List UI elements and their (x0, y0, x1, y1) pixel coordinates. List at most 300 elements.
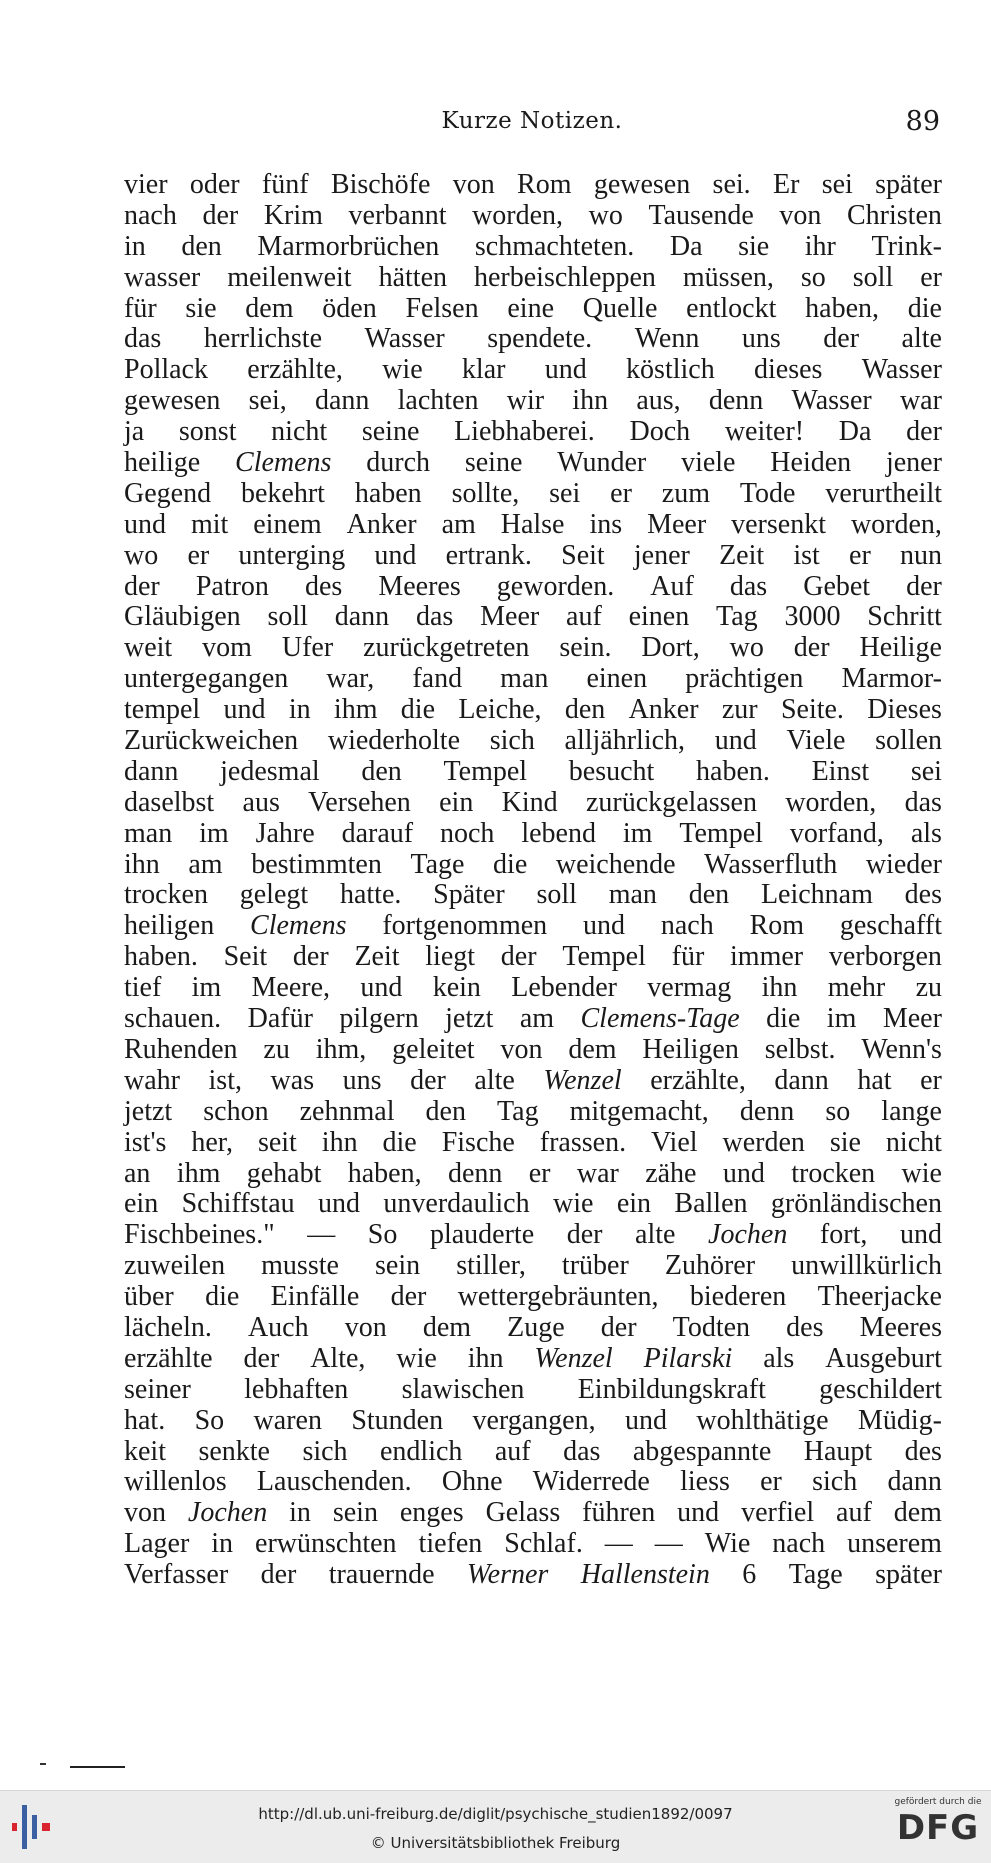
word: ist, (208, 1064, 242, 1096)
word: die (382, 1126, 417, 1158)
word: für (124, 292, 157, 324)
word: dann (314, 385, 370, 417)
word: Theerjacke (817, 1281, 942, 1313)
word: waren (253, 1404, 322, 1436)
word: jetzt (445, 1003, 494, 1035)
word: bestimmten (251, 848, 382, 880)
word: erwünschten (255, 1528, 397, 1560)
word: mehr (827, 972, 886, 1004)
word: erzählte, (247, 354, 343, 386)
word: Auf (650, 570, 694, 602)
word: Meeres (378, 570, 461, 602)
word: ein (124, 1188, 159, 1220)
word: sei, (248, 385, 287, 417)
text-line (124, 1437, 942, 1468)
word: vermag (647, 972, 732, 1004)
word: die (205, 1281, 240, 1313)
word: alte (635, 1219, 676, 1251)
text-line (124, 850, 942, 881)
word: im (826, 1003, 857, 1035)
word: Tempel (679, 817, 763, 849)
word: worden, (785, 786, 877, 818)
word: denn (447, 1157, 503, 1189)
dfg-caption: gefördert durch die (894, 1797, 982, 1807)
word: schauen. (124, 1003, 222, 1035)
word: in (288, 694, 311, 726)
word: alljährlich, (564, 725, 686, 757)
text-line (124, 479, 942, 510)
word: er (760, 1466, 782, 1498)
word: Tempel (562, 941, 646, 973)
word: immer (730, 941, 804, 973)
word: sein. (559, 632, 612, 664)
word: von (779, 199, 822, 231)
word: werden (722, 1126, 805, 1158)
word: die (766, 1003, 801, 1035)
word: auf (494, 1435, 531, 1467)
word: Liebhaberei. (454, 416, 595, 448)
dfg-wordmark: DFG (896, 1808, 980, 1848)
word: lachten (397, 385, 479, 417)
word: ihn (124, 848, 160, 880)
word: geworden. (496, 570, 615, 602)
word: gehabt (246, 1157, 322, 1189)
word: seiner (124, 1373, 191, 1405)
word: oder (189, 169, 240, 200)
word: vier (124, 169, 168, 200)
word: ihm (333, 694, 378, 726)
word: Ballen (674, 1188, 748, 1220)
word: dieses (754, 354, 823, 386)
word: grönländischen (770, 1188, 942, 1220)
text-line (124, 1128, 942, 1159)
text-line (124, 572, 942, 603)
page-number: 89 (905, 106, 940, 137)
word: wiederholte (327, 725, 461, 757)
text-line (124, 263, 942, 294)
word: nun (900, 539, 942, 571)
word: uns (741, 323, 781, 355)
word: der (793, 632, 830, 664)
word: war, (326, 663, 375, 695)
text-line (124, 1406, 942, 1437)
word: so (800, 261, 826, 293)
word: Gelass (485, 1497, 561, 1529)
word: lebend (521, 817, 596, 849)
word: er (920, 261, 942, 293)
word: spendete. (487, 323, 593, 355)
word: Jochen (708, 1219, 788, 1251)
word: weit (124, 632, 173, 664)
text-line (124, 448, 942, 479)
word: den (688, 879, 730, 911)
word: versenkt (731, 508, 826, 540)
word: führen (582, 1497, 656, 1529)
word: nicht (271, 416, 328, 448)
word: ertrank. (445, 539, 532, 571)
word: denn (739, 1095, 795, 1127)
text-line (124, 510, 942, 541)
word: er (528, 1157, 551, 1189)
word: der (292, 941, 329, 973)
word: der (390, 1281, 427, 1313)
word: von (124, 1497, 166, 1529)
word: Ausgeburt (825, 1342, 942, 1374)
word: er (610, 477, 632, 509)
word: viele (681, 447, 736, 479)
word: keit (124, 1435, 166, 1467)
word: herrlichste (203, 323, 323, 355)
word: Tag (716, 601, 758, 633)
word: Krim (263, 199, 323, 231)
word: die (907, 292, 942, 324)
word: Meeres (859, 1311, 942, 1343)
word: dann (774, 1064, 829, 1096)
word: Zeit (354, 941, 400, 973)
word: musste (261, 1250, 339, 1282)
word: liegt (425, 941, 476, 973)
word: die (400, 694, 436, 726)
word: Anker (346, 508, 417, 540)
word: hätten (378, 261, 447, 293)
word: haben, (347, 1157, 422, 1189)
word: das (415, 601, 454, 633)
text-line (124, 1004, 942, 1035)
word: ihn (467, 1342, 504, 1374)
word: Einfälle (270, 1281, 360, 1313)
document-url[interactable]: http://dl.ub.uni-freiburg.de/diglit/psychische_studien1892/0097 (258, 1805, 733, 1823)
word: einem (253, 508, 322, 540)
word: der (906, 570, 942, 602)
text-line (124, 1344, 942, 1375)
word: haben. (124, 941, 198, 973)
text-line (124, 1066, 942, 1097)
word: zum (661, 477, 711, 509)
word: am (441, 508, 476, 540)
word: das (563, 1435, 601, 1467)
word: vergangen, (472, 1404, 596, 1436)
word: fünf (261, 169, 309, 200)
word: Tempel (443, 755, 528, 787)
word: und (318, 1188, 361, 1220)
text-line (124, 1467, 942, 1498)
word: des (904, 1435, 942, 1467)
word: Da (838, 416, 872, 448)
word: willenlos (124, 1466, 227, 1498)
word: Wasser (791, 385, 872, 417)
word: daselbst (124, 786, 215, 818)
word: die (493, 848, 528, 880)
word: den (361, 755, 402, 787)
word: Ufer (281, 632, 334, 664)
word: Meere, (251, 972, 331, 1004)
word: ihm, (315, 1033, 367, 1065)
word: gewesen (593, 169, 691, 200)
word: des (304, 570, 343, 602)
word: haben. (696, 755, 770, 787)
word: verurtheilt (825, 477, 942, 509)
word: zurückgetreten (363, 632, 530, 664)
word: ein (439, 786, 474, 818)
word: worden, (850, 508, 942, 540)
word: und (374, 539, 417, 571)
viewer-footer (0, 1790, 991, 1863)
word: tief (124, 972, 162, 1004)
word: lange (881, 1095, 942, 1127)
word: was (270, 1064, 315, 1096)
word: Seite. (780, 694, 844, 726)
word: ihr (804, 230, 836, 262)
text-line (124, 1498, 942, 1529)
word: mitgemacht, (569, 1095, 709, 1127)
word: jener (885, 447, 942, 479)
word: der (202, 199, 239, 231)
word: Einst (811, 755, 870, 787)
word: unwillkürlich (791, 1250, 942, 1282)
word: war (899, 385, 942, 417)
text-line (124, 1560, 942, 1591)
word: jener (633, 539, 690, 571)
word: auf (836, 1497, 872, 1529)
word: besucht (568, 755, 655, 787)
copyright-notice: © Universitätsbibliothek Freiburg (370, 1834, 621, 1852)
word: prächtigen (685, 663, 804, 695)
word: klar (461, 354, 506, 386)
text-line (124, 942, 942, 973)
word: Müdig- (857, 1404, 942, 1436)
word: jetzt (124, 1095, 173, 1127)
word: soll (536, 879, 577, 911)
word: er (920, 1064, 942, 1096)
word: biederen (689, 1281, 787, 1313)
word: sollte, (451, 477, 520, 509)
word: und (722, 1157, 765, 1189)
word: verfiel (741, 1497, 815, 1529)
word: ihm (176, 1157, 221, 1189)
word: Einbildungskraft (577, 1373, 766, 1405)
text-line (124, 294, 942, 325)
word: plauderte (429, 1219, 535, 1251)
word: selbst. (764, 1033, 836, 1065)
word: denn (708, 385, 764, 417)
word: sei (549, 477, 581, 509)
dfg-logo[interactable] (893, 1797, 983, 1859)
word: enges (399, 1497, 464, 1529)
word: und (360, 972, 403, 1004)
word: geschafft (839, 910, 942, 942)
word: gewesen (124, 385, 221, 417)
word: später (875, 1559, 942, 1591)
word: gelegt (239, 879, 309, 911)
word: vom (202, 632, 252, 664)
word: alte (901, 323, 942, 355)
word: trocken (791, 1157, 876, 1189)
word: Später (433, 879, 505, 911)
word: Viel (651, 1126, 698, 1158)
word: der (243, 1342, 280, 1374)
text-line (124, 170, 942, 201)
word: sein (375, 1250, 421, 1282)
word: Meer (480, 601, 540, 633)
word: Kind (501, 786, 558, 818)
word: meilenweit (227, 261, 352, 293)
word: im (622, 817, 653, 849)
word: sei (821, 169, 853, 200)
word: als (910, 817, 942, 849)
word: und (124, 508, 166, 540)
word: Jahre (255, 817, 315, 849)
word: Wie (704, 1528, 751, 1560)
word: seine (361, 416, 420, 448)
word: Dort, (641, 632, 700, 664)
word: Doch (629, 416, 691, 448)
text-line (124, 788, 942, 819)
word: vorfand, (789, 817, 884, 849)
word: zurückgelassen (585, 786, 757, 818)
word: im (199, 817, 229, 849)
word: geschildert (819, 1373, 942, 1405)
word: endlich (380, 1435, 463, 1467)
text-line (124, 602, 942, 633)
word: dem (422, 1311, 472, 1343)
word: Fische (441, 1126, 515, 1158)
text-line (124, 726, 942, 757)
text-line (124, 1251, 942, 1282)
word: Wasser (861, 354, 942, 386)
word: ins (589, 508, 623, 540)
word: Lager (124, 1528, 190, 1560)
word: Ohne (441, 1466, 503, 1498)
text-line (124, 819, 942, 850)
text-line (124, 324, 942, 355)
word: wettergebräunten, (457, 1281, 659, 1313)
word: der (410, 1064, 446, 1096)
word: von (344, 1311, 387, 1343)
word: des (904, 879, 942, 911)
word: seine (464, 447, 523, 479)
word: den (564, 694, 606, 726)
word: und (624, 1404, 667, 1436)
word: nach (660, 910, 714, 942)
word: darauf (341, 817, 414, 849)
word: und (223, 694, 266, 726)
word: Leichnam (760, 879, 873, 911)
word: im (191, 972, 222, 1004)
word: hatte. (339, 879, 402, 911)
word: das (124, 323, 162, 355)
word: sein (332, 1497, 378, 1529)
word: Lebender (511, 972, 617, 1004)
word: Fischbeines." (124, 1219, 275, 1251)
word: Widerrede (532, 1466, 650, 1498)
word: Wenn (634, 323, 700, 355)
word: Pollack (124, 354, 208, 386)
text-line (124, 664, 942, 695)
word: So (367, 1219, 398, 1251)
word: — (307, 1219, 336, 1251)
word: Auch (247, 1311, 309, 1343)
word: Wenn's (861, 1033, 942, 1065)
word: sich (302, 1435, 348, 1467)
footnote-rule (70, 1766, 125, 1768)
text-line (124, 541, 942, 572)
word: dann (124, 755, 179, 787)
word: als (763, 1342, 795, 1374)
word: ist (793, 539, 820, 571)
text-line (124, 1220, 942, 1251)
word: seit (257, 1126, 297, 1158)
word: köstlich (626, 354, 715, 386)
word: aus (242, 786, 280, 818)
word: Seit (223, 941, 268, 973)
word: einen (586, 663, 648, 695)
page-header (124, 108, 940, 148)
word: unverdaulich (383, 1188, 530, 1220)
word: Zeit (719, 539, 765, 571)
word: dem (245, 292, 294, 324)
word: bekehrt (240, 477, 325, 509)
word: verbannt (348, 199, 447, 231)
word: Clemens (250, 910, 347, 942)
word: Patron (195, 570, 269, 602)
word: weiter! (724, 416, 805, 448)
word: am (519, 1003, 555, 1035)
word: mit (190, 508, 229, 540)
word: und (583, 910, 626, 942)
text-line (124, 1375, 942, 1406)
word: Felsen (405, 292, 479, 324)
word: herbeischleppen (473, 261, 656, 293)
word: über (124, 1281, 174, 1313)
word: durch (366, 447, 431, 479)
word: zur (721, 694, 758, 726)
word: einen (628, 601, 690, 633)
word: schmachteten. (474, 230, 635, 262)
word: auf (566, 601, 602, 633)
word: Meer (647, 508, 707, 540)
word: So (194, 1404, 225, 1436)
word: Zuhörer (664, 1250, 756, 1282)
word: wo (588, 199, 623, 231)
word: Rom (749, 910, 805, 942)
word: frassen. (539, 1126, 627, 1158)
word: liess (680, 1466, 730, 1498)
word: unterging (238, 539, 346, 571)
text-line (124, 1035, 942, 1066)
word: Gläubigen (124, 601, 241, 633)
word: alte (474, 1064, 515, 1096)
word: wie (901, 1157, 942, 1189)
word: Dafür (247, 1003, 313, 1035)
word: Gebet (803, 570, 871, 602)
word: haben (354, 477, 422, 509)
word: der (566, 1219, 603, 1251)
word: Pilarski (643, 1342, 733, 1374)
word: man (124, 817, 173, 849)
word: soll (852, 261, 894, 293)
word: Ruhenden (124, 1033, 238, 1065)
word: von (452, 169, 495, 200)
text-line (124, 232, 942, 263)
word: ist's (124, 1126, 167, 1158)
word: ja (124, 416, 145, 448)
word: der (823, 323, 860, 355)
word: Clemens-Tage (580, 1003, 740, 1035)
word: von (500, 1033, 543, 1065)
word: verborgen (828, 941, 942, 973)
word: wasser (124, 261, 201, 293)
word: trocken (124, 879, 208, 911)
